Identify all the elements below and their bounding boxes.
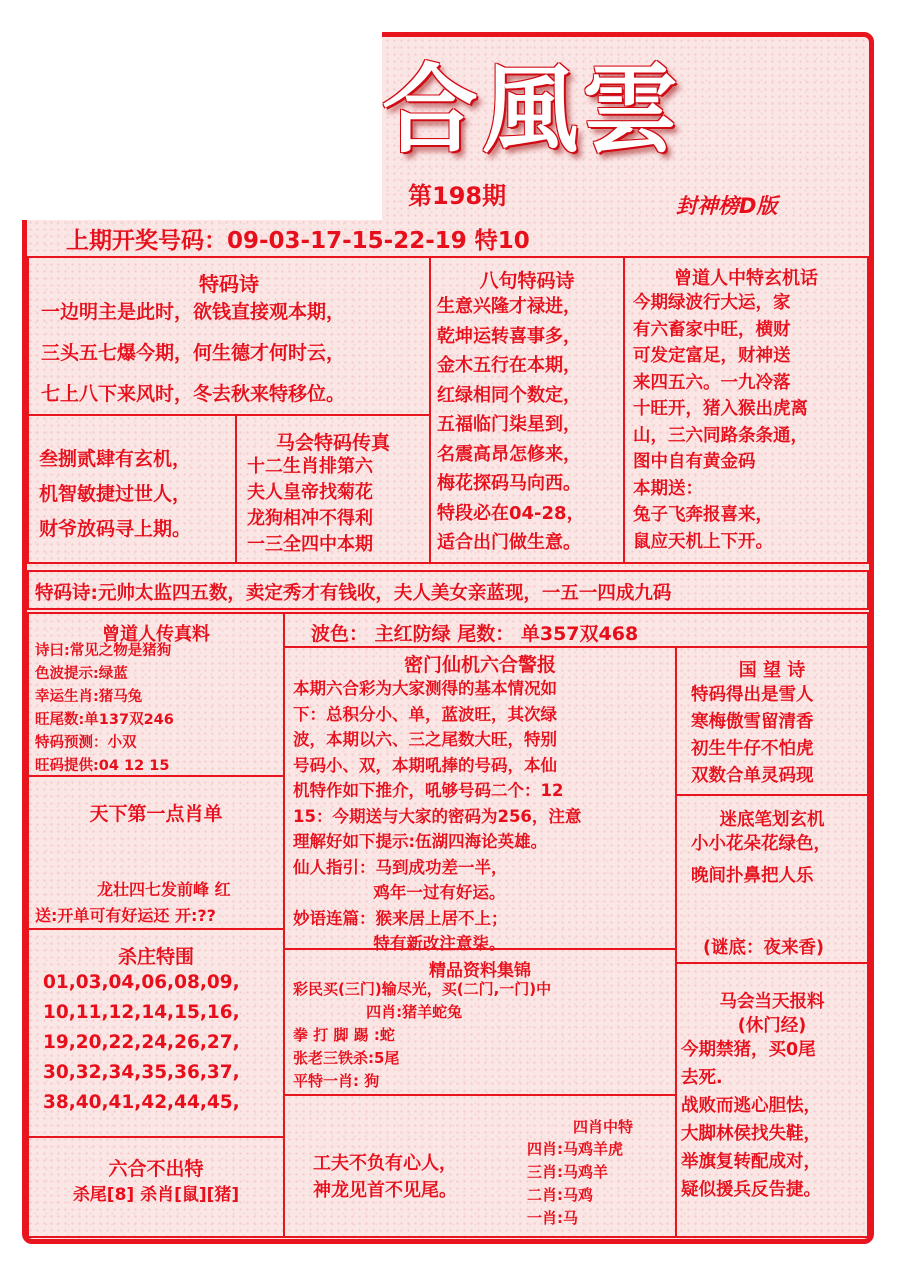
saying-line: 神龙见首不见尾。 (313, 1180, 457, 1201)
zeng-box (623, 256, 869, 564)
fax-line: 十二生肖排第六 (247, 456, 373, 477)
mahui-line: 战败而逃心胆怯， (681, 1096, 821, 1116)
eight-line: 金木五行在本期， (437, 355, 581, 376)
eight-line: 红绿相同个数定， (437, 384, 581, 406)
poem-line: 七上八下来风时，冬去秋来特移位。 (41, 383, 346, 405)
mahui-line: 今期禁猪，买0尾 (681, 1040, 816, 1060)
zeng-line: 兔子飞奔报喜来， (633, 505, 773, 525)
first-point-line: 送:开单可有好运还 开:?? (35, 906, 216, 925)
poem-title: 特码诗 (199, 272, 259, 296)
four-zodiac-line: 一肖:马 (527, 1209, 578, 1227)
secret-line: 机特作如下推介，吼够号码二个：12 (293, 781, 564, 800)
secret-line: 仙人指引：马到成功差一半， (293, 857, 508, 877)
zeng-fax-line: 色波提示:绿蓝 (35, 666, 128, 682)
zeng-line: 鼠应天机上下开。 (633, 531, 773, 552)
newspaper-title: 合風雲 (382, 53, 682, 166)
last-draw-numbers: 上期开奖号码：09-03-17-15-22-19 特10 (66, 228, 530, 254)
first-point-title: 天下第一点肖单 (89, 803, 223, 825)
guowang-line: 初生牛仔不怕虎 (691, 739, 814, 759)
mahui-lines (681, 1036, 821, 1204)
zeng-line: 十旺开，猪入猴出虎离 (633, 399, 808, 419)
guowang-title: 国 望 诗 (738, 660, 806, 681)
secret-box (283, 646, 677, 953)
blank-area (20, 32, 382, 220)
guowang-line: 双数合单灵码现 (691, 766, 814, 786)
zeng-lines (633, 290, 808, 555)
kill-box (27, 928, 285, 1138)
zeng-fax-lines (35, 640, 174, 778)
mahui-line: 去死. (681, 1068, 723, 1088)
poem-lines (41, 292, 345, 415)
eight-line: 梅花探码马向西。 (437, 473, 581, 494)
issue-number: 第198期 (408, 182, 507, 210)
secret-line: 妙语连篇：猴来居上居不上； (293, 908, 508, 928)
kill-title: 杀庄特围 (117, 946, 194, 968)
eight-lines-title: 八句特码诗 (479, 270, 575, 292)
secret-line: 15：今期送与大家的密码为256，注意 (293, 806, 582, 826)
zeng-line: 有六畜家中旺，横财 (633, 319, 791, 340)
collection-lines (293, 978, 551, 1093)
kill-lines (43, 968, 240, 1118)
kill-line: 30,32,34,35,36,37, (43, 1062, 240, 1083)
poem2-line: 机智敏捷过世人， (39, 483, 192, 505)
riddle-line: 小小花朵花绿色， (691, 834, 831, 854)
zeng-line: 可发定富足，财神送 (633, 346, 791, 366)
kill-line: 10,11,12,14,15,16, (43, 1002, 240, 1023)
collection-line: 张老三铁杀:5尾 (293, 1049, 400, 1067)
mahui-box (675, 962, 869, 1238)
zeng-fax-line: 旺尾数:单137双246 (35, 712, 174, 728)
zeng-fax-line: 特码预测：小双 (35, 735, 137, 751)
riddle-title: 迷底笔划玄机 (719, 810, 825, 830)
collection-line: 拳 打 脚 踢 :蛇 (293, 1026, 395, 1044)
mahui-line: 疑似援兵反告捷。 (681, 1180, 821, 1200)
poem2-line: 财爷放码寻上期。 (39, 518, 192, 540)
riddle-box (675, 794, 869, 964)
zeng-fax-title: 曾道人传真料 (102, 624, 210, 645)
secret-line: 本期六合彩为大家测得的基本情况如 (293, 679, 557, 698)
mahui-line: 大脚林侯找失鞋， (681, 1124, 821, 1144)
mahui-line: 举旗复转配成对， (681, 1152, 821, 1172)
eight-line: 五福临门柒星到， (437, 414, 581, 435)
riddle-line: 晚间扑鼻把人乐 (691, 866, 814, 886)
secret-line: 鸡年一过有好运。 (293, 883, 506, 902)
zeng-fax-line: 旺码提供:04 12 15 (35, 758, 170, 774)
poem-box (27, 256, 431, 416)
poem2-box (27, 414, 237, 564)
eight-line: 名震高昂怎修来， (437, 443, 581, 465)
zeng-fax-line: 幸运生肖:猪马兔 (35, 689, 143, 705)
zeng-line: 山，三六同路条条通， (633, 425, 808, 446)
four-zodiac-line: 三肖:马鸡羊 (527, 1163, 608, 1181)
eight-line: 乾坤运转喜事多， (437, 325, 581, 347)
collection-line: 四肖:猪羊蛇兔 (293, 1003, 463, 1021)
fax-title: 马会特码传真 (275, 432, 390, 454)
zeng-line: 来四五六。一九冷落 (633, 372, 791, 393)
poem-line: 三头五七爆今期，何生德才何时云， (41, 342, 346, 364)
collection-line: 平特一肖: 狗 (293, 1072, 380, 1090)
secret-lines (293, 676, 581, 957)
fax-line: 龙狗相冲不得利 (247, 508, 373, 529)
saying-line: 工夫不负有心人， (313, 1153, 457, 1174)
zeng-line: 今期绿波行大运，家 (633, 293, 791, 313)
eight-line: 适合出门做生意。 (437, 532, 581, 553)
riddle-lines (691, 828, 831, 892)
secret-line: 理解好如下提示:伍湖四海论英雄。 (293, 832, 548, 851)
guowang-line: 寒梅傲雪留清香 (691, 712, 814, 732)
fax-line: 一三全四中本期 (247, 534, 373, 555)
first-point-line: 龙壮四七发前峰 红 (97, 880, 231, 899)
poem-line: 一边明主是此时，欲钱直接观本期， (41, 301, 346, 323)
four-zodiac-line: 二肖:马鸡 (527, 1186, 593, 1204)
poem2-lines (39, 442, 191, 547)
zeng-title: 曾道人中特玄机话 (674, 268, 818, 289)
wave-text: 波色： 主红防绿 尾数： 单357双468 (311, 623, 639, 645)
fax-lines (247, 454, 373, 558)
kill-line: 19,20,22,24,26,27, (43, 1032, 240, 1053)
secret-title: 密门仙机六合警报 (403, 654, 556, 676)
mahui-subtitle: (休门经) (737, 1016, 807, 1036)
banner-box (27, 570, 869, 610)
eight-line: 生意兴隆才禄进， (437, 296, 581, 317)
no-special-title: 六合不出特 (108, 1158, 204, 1180)
banner-text: 特码诗:元帅太监四五数，卖定秀才有钱收，夫人美女亲蓝现，一五一四成九码 (35, 583, 672, 604)
riddle-answer: (谜底：夜来香) (703, 938, 824, 958)
zeng-line: 图中自有黄金码 (633, 452, 756, 472)
edition-label: 封神榜D版 (676, 194, 778, 218)
eight-lines-box (429, 256, 625, 564)
four-zodiac-line: 四肖:马鸡羊虎 (527, 1140, 623, 1158)
guowang-line: 特码得出是雪人 (691, 685, 814, 705)
secret-line: 波，本期以六、三之尾数大旺，特别 (293, 730, 557, 749)
wave-box (283, 612, 869, 648)
eight-lines-text (437, 292, 585, 558)
secret-line: 下：总积分小、单，蓝波旺，其次绿 (293, 704, 557, 724)
guowang-lines (691, 682, 814, 790)
first-point-box (27, 775, 285, 930)
guowang-box (675, 646, 869, 796)
collection-line: 彩民买(三门)输尽光，买(二门,一门)中 (293, 980, 552, 998)
zeng-line: 本期送： (633, 478, 703, 499)
zeng-fax-box (27, 612, 285, 777)
kill-line: 01,03,04,06,08,09, (43, 972, 240, 993)
four-zodiac-title: 四肖中特 (573, 1118, 634, 1136)
fax-box (235, 414, 431, 564)
mahui-title: 马会当天报料 (719, 992, 825, 1012)
poem2-line: 叁捌贰肆有玄机， (39, 448, 192, 470)
eight-line: 特段必在04-28， (437, 502, 585, 524)
no-special-line: 杀尾[8] 杀肖[鼠][猪] (72, 1185, 240, 1205)
kill-line: 38,40,41,42,44,45, (43, 1092, 240, 1113)
four-zodiac-lines (527, 1138, 623, 1230)
secret-line: 特有新改注意柒。 (293, 934, 506, 953)
no-special-box (27, 1136, 285, 1238)
saying-box (283, 1094, 677, 1238)
fax-line: 夫人皇帝找菊花 (247, 482, 373, 503)
secret-line: 号码小、双，本期吼捧的号码，本仙 (293, 755, 557, 775)
collection-box (283, 948, 677, 1096)
saying-lines (313, 1150, 457, 1204)
zeng-fax-line: 诗曰:常见之物是猪狗 (35, 643, 172, 659)
collection-title: 精品资料集锦 (429, 961, 531, 981)
